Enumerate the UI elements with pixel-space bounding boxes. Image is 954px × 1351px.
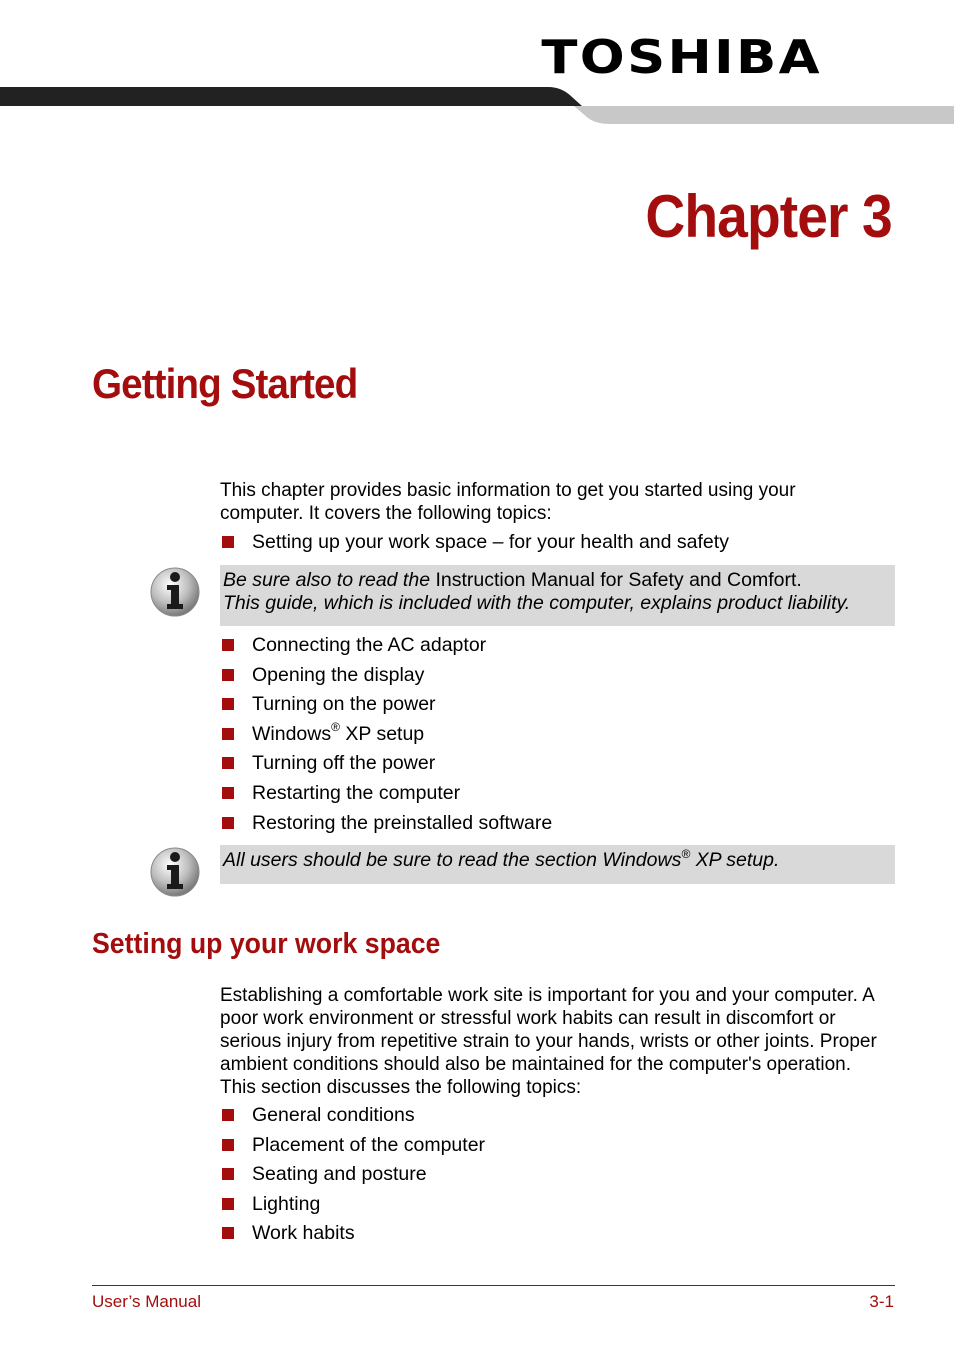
info-icon [148,564,202,618]
note-box-safety [220,565,895,626]
intro-paragraph: This chapter provides basic information to get you started using your computer. It covers the following topics: [220,480,796,524]
note-line-1: Be sure also to read the Instruction Manual for Safety and Comfort. [223,569,802,591]
bullet-square-icon [222,1109,234,1121]
workspace-paragraph: Establishing a comfortable work site is important for you and your computer. A poor work environment or stressful work habits can result in discomfort or serious injury from repetitive strain to your hands, wrists or other joints. Proper ambient conditions should also be maintained for the computer's operation. This section discusses the following topics: [220,985,877,1098]
bullet-square-icon [222,536,234,548]
list-item: Restarting the computer [220,782,552,812]
bullet-square-icon [222,1139,234,1151]
bullet-square-icon [222,1198,234,1210]
bullet-square-icon [222,1168,234,1180]
bullet-square-icon [222,1227,234,1239]
topic-list-first [220,531,729,561]
topic-list-second [220,634,552,841]
section-title: Getting Started [92,360,358,407]
list-item: Setting up your work space – for your health and safety [220,531,729,561]
subsection-title: Setting up your work space [92,928,441,960]
list-item: Turning off the power [220,752,552,782]
list-item: Placement of the computer [220,1134,485,1164]
bullet-square-icon [222,728,234,740]
info-icon [148,844,202,898]
note-box-windows [220,845,895,884]
list-item: Lighting [220,1193,485,1223]
bullet-square-icon [222,669,234,681]
list-item: Opening the display [220,664,552,694]
note-line: All users should be sure to read the section Windows® XP setup. [223,846,780,871]
topic-list-third [220,1104,485,1252]
list-item: General conditions [220,1104,485,1134]
footer-page-number: 3-1 [869,1292,894,1311]
list-item: Turning on the power [220,693,552,723]
bullet-square-icon [222,817,234,829]
chapter-title: Chapter 3 [645,183,892,250]
footer-manual-title: User’s Manual [92,1292,201,1311]
note-line-2: This guide, which is included with the computer, explains product liability. [223,592,851,614]
footer-divider [92,1285,895,1286]
toshiba-logo: TOSHIBA [541,30,822,84]
list-item: Seating and posture [220,1163,485,1193]
bullet-square-icon [222,698,234,710]
bullet-square-icon [222,757,234,769]
list-item: Work habits [220,1222,485,1252]
list-item: Windows® XP setup [220,723,552,753]
list-item: Connecting the AC adaptor [220,634,552,664]
bullet-square-icon [222,787,234,799]
list-item: Restoring the preinstalled software [220,812,552,842]
bullet-square-icon [222,639,234,651]
